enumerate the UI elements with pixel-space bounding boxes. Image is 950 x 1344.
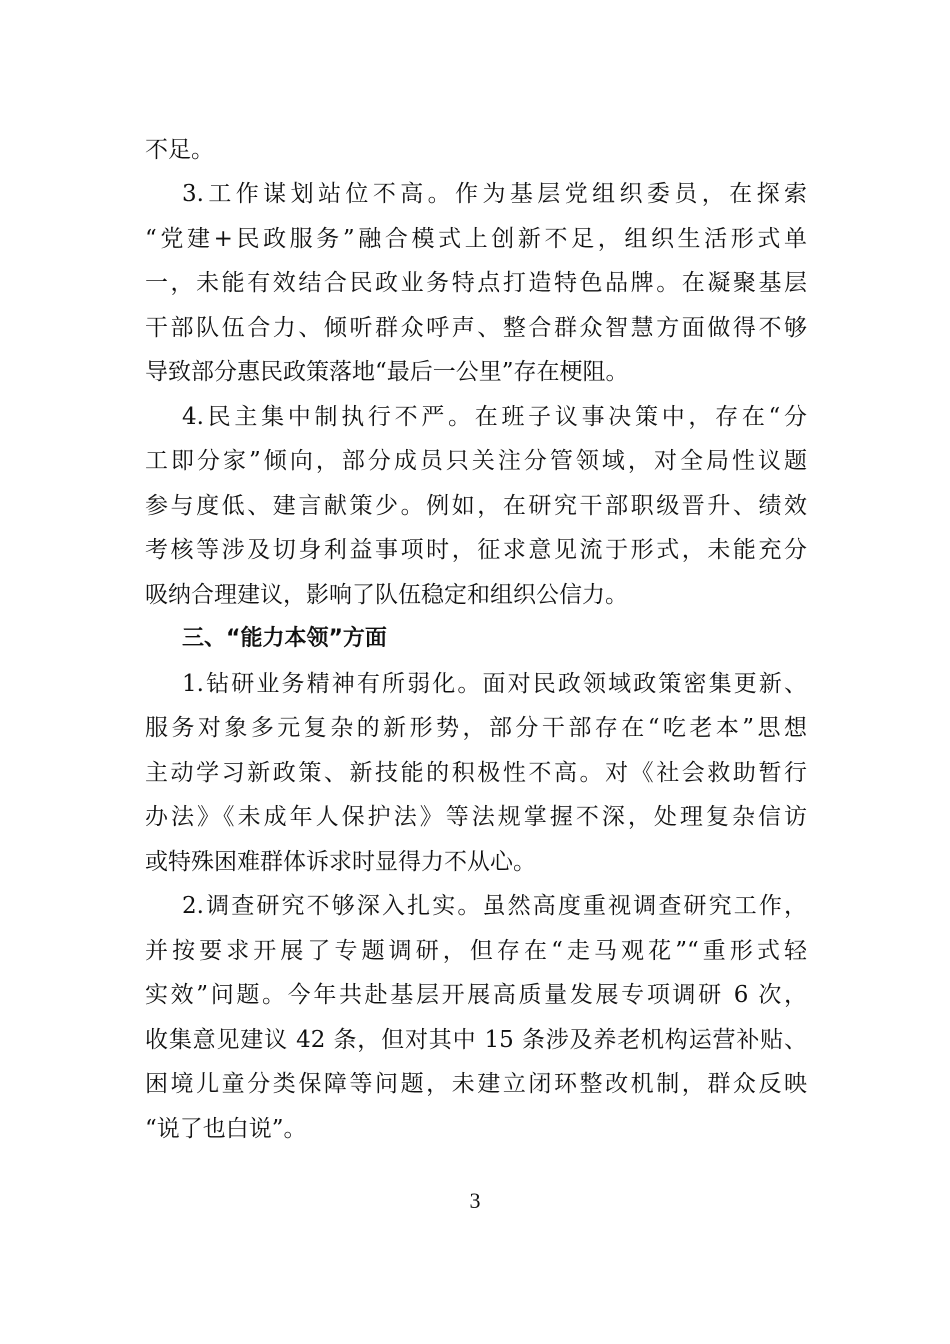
- paragraph-line: 吸纳合理建议，影响了队伍稳定和组织公信力。: [145, 582, 628, 608]
- paragraph-line: 考核等涉及切身利益事项时，征求意见流于形式，未能充分: [145, 537, 807, 563]
- paragraph-line: 4.民主集中制执行不严。在班子议事决策中，存在“分: [182, 404, 807, 430]
- paragraph-line: 一，未能有效结合民政业务特点打造特色品牌。在凝聚基层: [145, 270, 807, 296]
- paragraph-line: 收集意见建议 42 条，但对其中 15 条涉及养老机构运营补贴、: [145, 1027, 807, 1053]
- section-heading: 三、“能力本领”方面: [182, 626, 387, 651]
- paragraph-line: 2.调查研究不够深入扎实。虽然高度重视调查研究工作，: [182, 893, 807, 919]
- paragraph-line: 实效”问题。今年共赴基层开展高质量发展专项调研 6 次，: [145, 982, 807, 1008]
- paragraph-line: 办法》《未成年人保护法》等法规掌握不深，处理复杂信访: [145, 804, 807, 830]
- paragraph-line: 主动学习新政策、新技能的积极性不高。对《社会救助暂行: [145, 760, 807, 786]
- paragraph-line: 工即分家”倾向，部分成员只关注分管领域，对全局性议题: [145, 448, 807, 474]
- paragraph-line: 困境儿童分类保障等问题，未建立闭环整改机制，群众反映: [145, 1071, 807, 1097]
- paragraph-line: 参与度低、建言献策少。例如，在研究干部职级晋升、绩效: [145, 493, 807, 519]
- paragraph-line: 并按要求开展了专题调研，但存在“走马观花”“重形式轻: [145, 938, 807, 964]
- paragraph-line: 导致部分惠民政策落地“最后一公里”存在梗阻。: [145, 359, 629, 385]
- paragraph-line: 干部队伍合力、倾听群众呼声、整合群众智慧方面做得不够: [145, 315, 807, 341]
- paragraph-line: 1.钻研业务精神有所弱化。面对民政领域政策密集更新、: [182, 671, 807, 697]
- paragraph-line: “党建+民政服务”融合模式上创新不足，组织生活形式单: [145, 226, 807, 252]
- paragraph-line: 不足。: [145, 137, 214, 163]
- paragraph-line: 服务对象多元复杂的新形势，部分干部存在“吃老本”思想: [145, 715, 807, 741]
- page-number: 3: [469, 1188, 481, 1213]
- paragraph-line: “说了也白说”。: [145, 1116, 307, 1142]
- paragraph-line: 或特殊困难群体诉求时显得力不从心。: [145, 849, 536, 875]
- paragraph-line: 3.工作谋划站位不高。作为基层党组织委员，在探索: [182, 181, 807, 207]
